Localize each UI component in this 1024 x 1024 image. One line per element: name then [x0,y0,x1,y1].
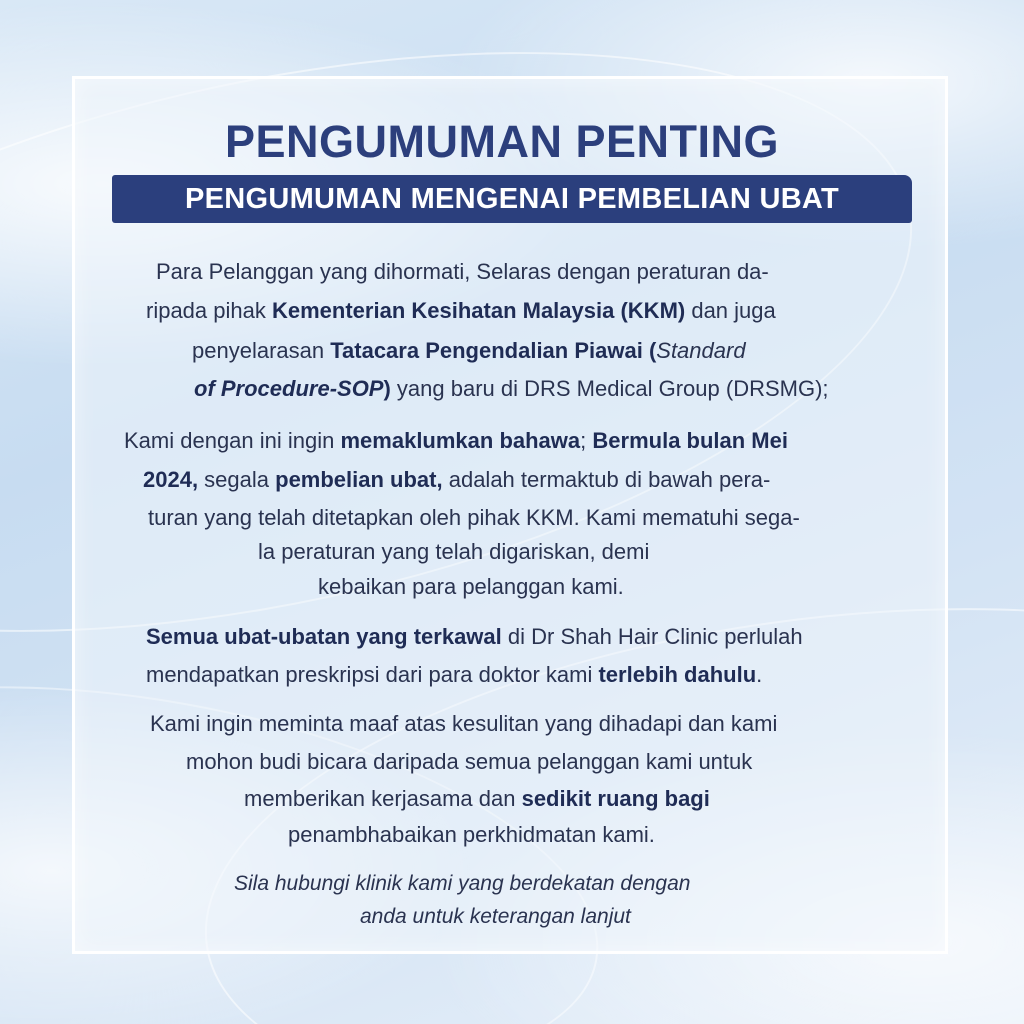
paragraph-4-line-1: Kami ingin meminta maaf atas kesulitan yang dihadapi dan kami [150,711,778,736]
paragraph-2-line-2: 2024, segala pembelian ubat, adalah termaktub di bawah pera- [143,467,771,492]
closing-line-2: anda untuk keterangan lanjut [360,905,631,928]
paragraph-2-line-5: kebaikan para pelanggan kami. [318,574,624,599]
paragraph-3-line-2: mendapatkan preskripsi dari para doktor kami terlebih dahulu. [146,662,763,687]
paragraph-3-line-1: Semua ubat-ubatan yang terkawal di Dr Shah Hair Clinic perlulah [146,624,803,649]
paragraph-1-line-1: Para Pelanggan yang dihormati, Selaras dengan peraturan da- [156,259,769,284]
paragraph-4-line-3: memberikan kerjasama dan sedikit ruang bagi [244,786,710,811]
paragraph-2-line-4: la peraturan yang telah digariskan, demi [258,539,650,564]
subtitle-banner-text: PENGUMUMAN MENGENAI PEMBELIAN UBAT [184,183,840,215]
paragraph-2-line-1: Kami dengan ini ingin memaklumkan bahawa; Bermula bulan Mei [124,428,788,453]
page-title: PENGUMUMAN PENTING [224,116,779,167]
closing-line-1: Sila hubungi klinik kami yang berdekatan dengan [234,872,691,895]
paragraph-1-line-2: ripada pihak Kementerian Kesihatan Malaysia (KKM) dan juga [146,298,776,323]
subtitle-banner [112,175,912,223]
paragraph-1-line-4: of Procedure-SOP) yang baru di DRS Medical Group (DRSMG); [194,376,829,401]
paragraph-1-line-3: penyelarasan Tatacara Pengendalian Piawai (Standard [192,338,746,363]
paragraph-2-line-3: turan yang telah ditetapkan oleh pihak KKM. Kami mematuhi sega- [148,505,800,530]
paragraph-4-line-4: penambhabaikan perkhidmatan kami. [288,822,655,847]
paragraph-4-line-2: mohon budi bicara daripada semua pelanggan kami untuk [186,749,753,774]
